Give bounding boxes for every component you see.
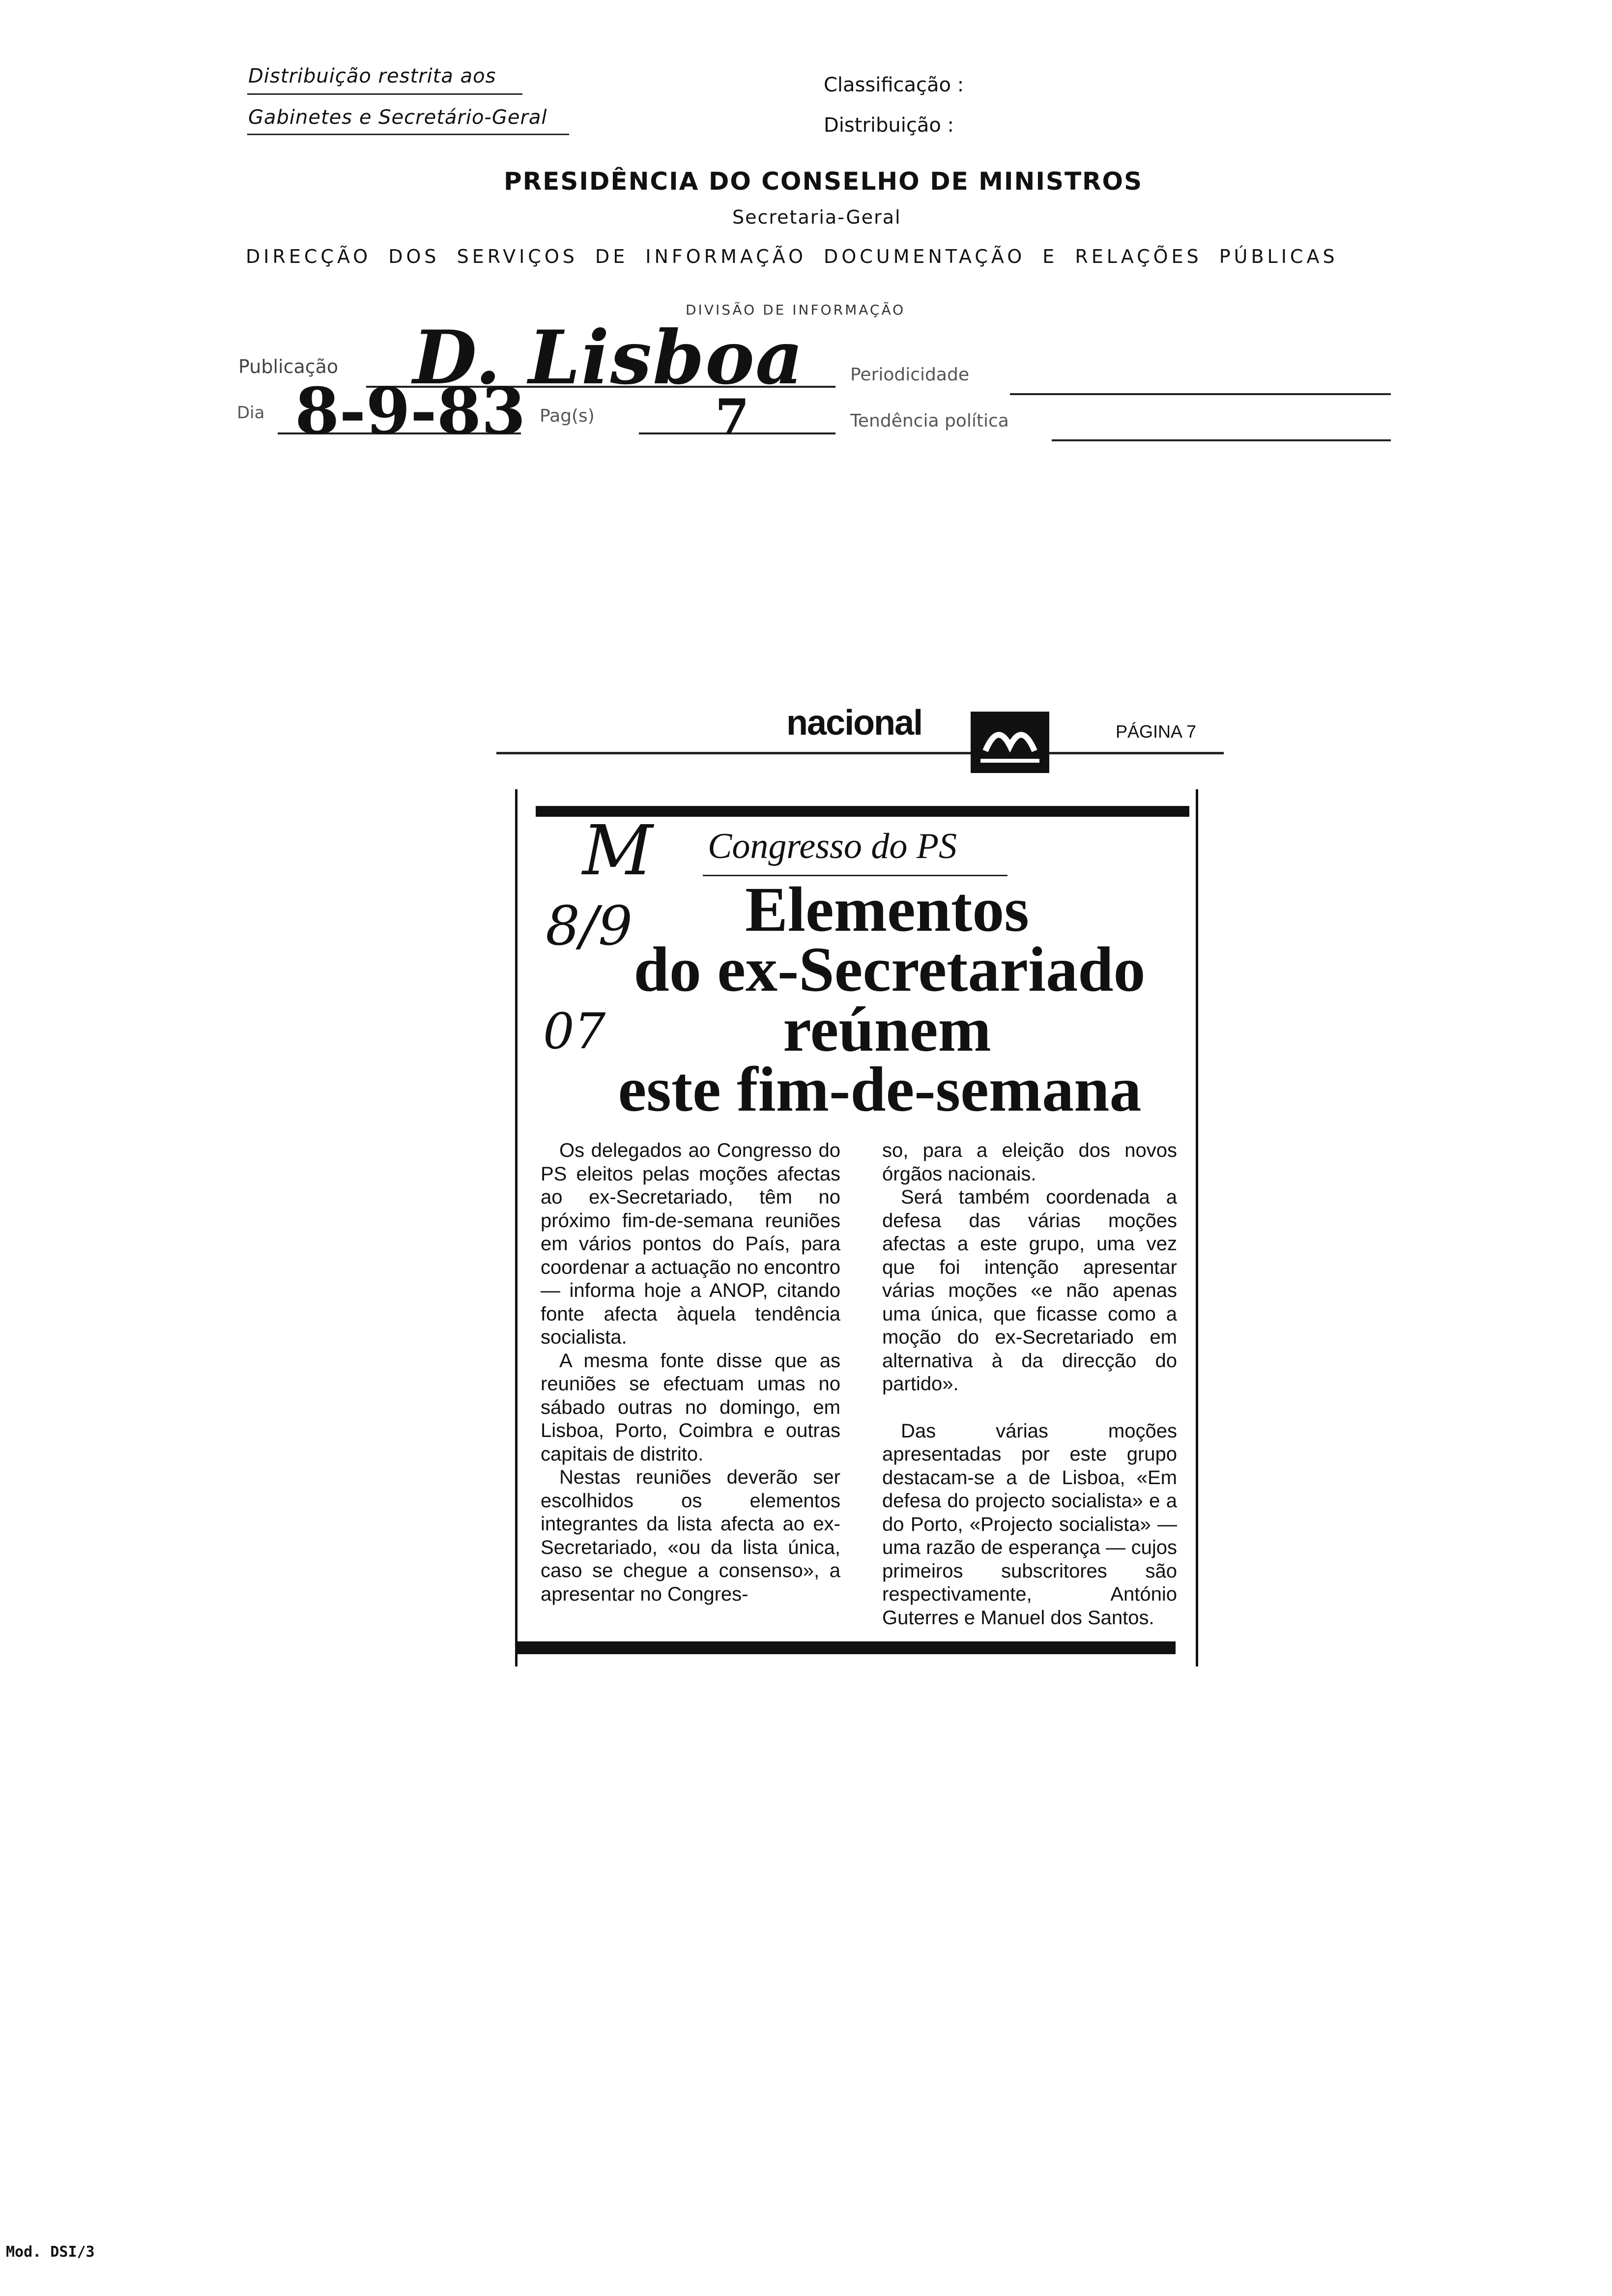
headline-line-1: Elementos — [745, 874, 1029, 945]
tendencia-label: Tendência política — [850, 411, 1009, 431]
underline-2 — [247, 134, 569, 135]
periodicidade-label: Periodicidade — [850, 365, 969, 385]
model-number: Mod. DSI/3 — [6, 2243, 95, 2261]
paragraph: so, para a eleição dos novos órgãos nacionais. — [882, 1140, 1177, 1185]
article-headline — [570, 874, 1150, 1125]
dia-label: Dia — [237, 403, 265, 423]
section-nacional: nacional — [786, 703, 922, 743]
publicacao-label: Publicação — [238, 356, 339, 377]
article-column-2 — [882, 1139, 1177, 1630]
ministry-title: PRESIDÊNCIA DO CONSELHO DE MINISTROS — [504, 167, 1143, 196]
pags-label: Pag(s) — [540, 406, 595, 426]
newspaper-logo — [971, 712, 1049, 773]
restricted-distribution-line1: Distribuição restrita aos — [248, 65, 496, 87]
pags-handwritten: 7 — [715, 388, 749, 446]
paragraph: Das várias moções apresentadas por este grupo destacam-se a de Lisboa, «Em defesa do projecto socialista» e a do Porto, «Projecto socialista» — uma razão de esperança — cujos primeiros subscritores são respectivamente, António Guterres e Manuel dos Santos. — [882, 1420, 1177, 1629]
article-column-1 — [541, 1139, 840, 1606]
dia-handwritten: 8-9-83 — [295, 373, 526, 449]
distribuicao-label: Distribuição : — [824, 114, 954, 137]
underline-1 — [247, 93, 522, 95]
paragraph: Nestas reuniões deverão ser escolhidos os elementos integrantes da lista afecta ao ex-Secretariado, «ou da lista única, caso se chegue a consenso», a apresentar no Congres- — [541, 1466, 840, 1605]
paragraph: A mesma fonte disse que as reuniões se efectuam umas no sábado outras no domingo, em Lisboa, Porto, Coimbra e outras capitais de distrito. — [541, 1349, 840, 1465]
publicacao-handwritten: D. Lisboa — [413, 315, 805, 401]
restricted-distribution-line2: Gabinetes e Secretário-Geral — [248, 106, 547, 129]
direccao-line: DIRECÇÃO DOS SERVIÇOS DE INFORMAÇÃO DOCUMENTAÇÃO E RELAÇÕES PÚBLICAS — [246, 246, 1338, 267]
secretaria-geral: Secretaria-Geral — [732, 206, 901, 228]
handwritten-mark: 07 — [543, 1003, 606, 1060]
article-bottom-bar — [517, 1641, 1176, 1654]
handwritten-date: 8/9 — [546, 894, 633, 957]
page-number-label: PÁGINA 7 — [1116, 721, 1197, 742]
handwritten-initials: M — [582, 811, 653, 891]
periodicidade-line — [1010, 393, 1391, 395]
headline-line-2: do ex-Secretariado — [633, 934, 1146, 1005]
paragraph: Os delegados ao Congresso do PS eleitos pelas moções afectas ao ex-Secretariado, têm no próximo fim-de-semana reuniões em vários pontos do País, para coordenar a actuação no encontro — informa hoje a ANOP, citando fonte afecta àquela tendência socialista. — [541, 1140, 840, 1348]
tendencia-line — [1052, 439, 1391, 441]
section-rule — [496, 752, 1224, 754]
headline-line-4: este fim-de-semana — [618, 1054, 1142, 1125]
divisao-informacao: DIVISÃO DE INFORMAÇÃO — [686, 302, 906, 318]
headline-line-3: reúnem — [783, 994, 991, 1065]
article-kicker: Congresso do PS — [708, 826, 957, 866]
classificacao-label: Classificação : — [824, 74, 964, 96]
paragraph: Será também coordenada a defesa das várias moções afectas a este grupo, uma vez que foi intenção apresentar várias moções «e não apenas uma única, que ficasse como a moção do ex-Secretariado em alternativa à da direcção do partido». — [882, 1186, 1177, 1395]
